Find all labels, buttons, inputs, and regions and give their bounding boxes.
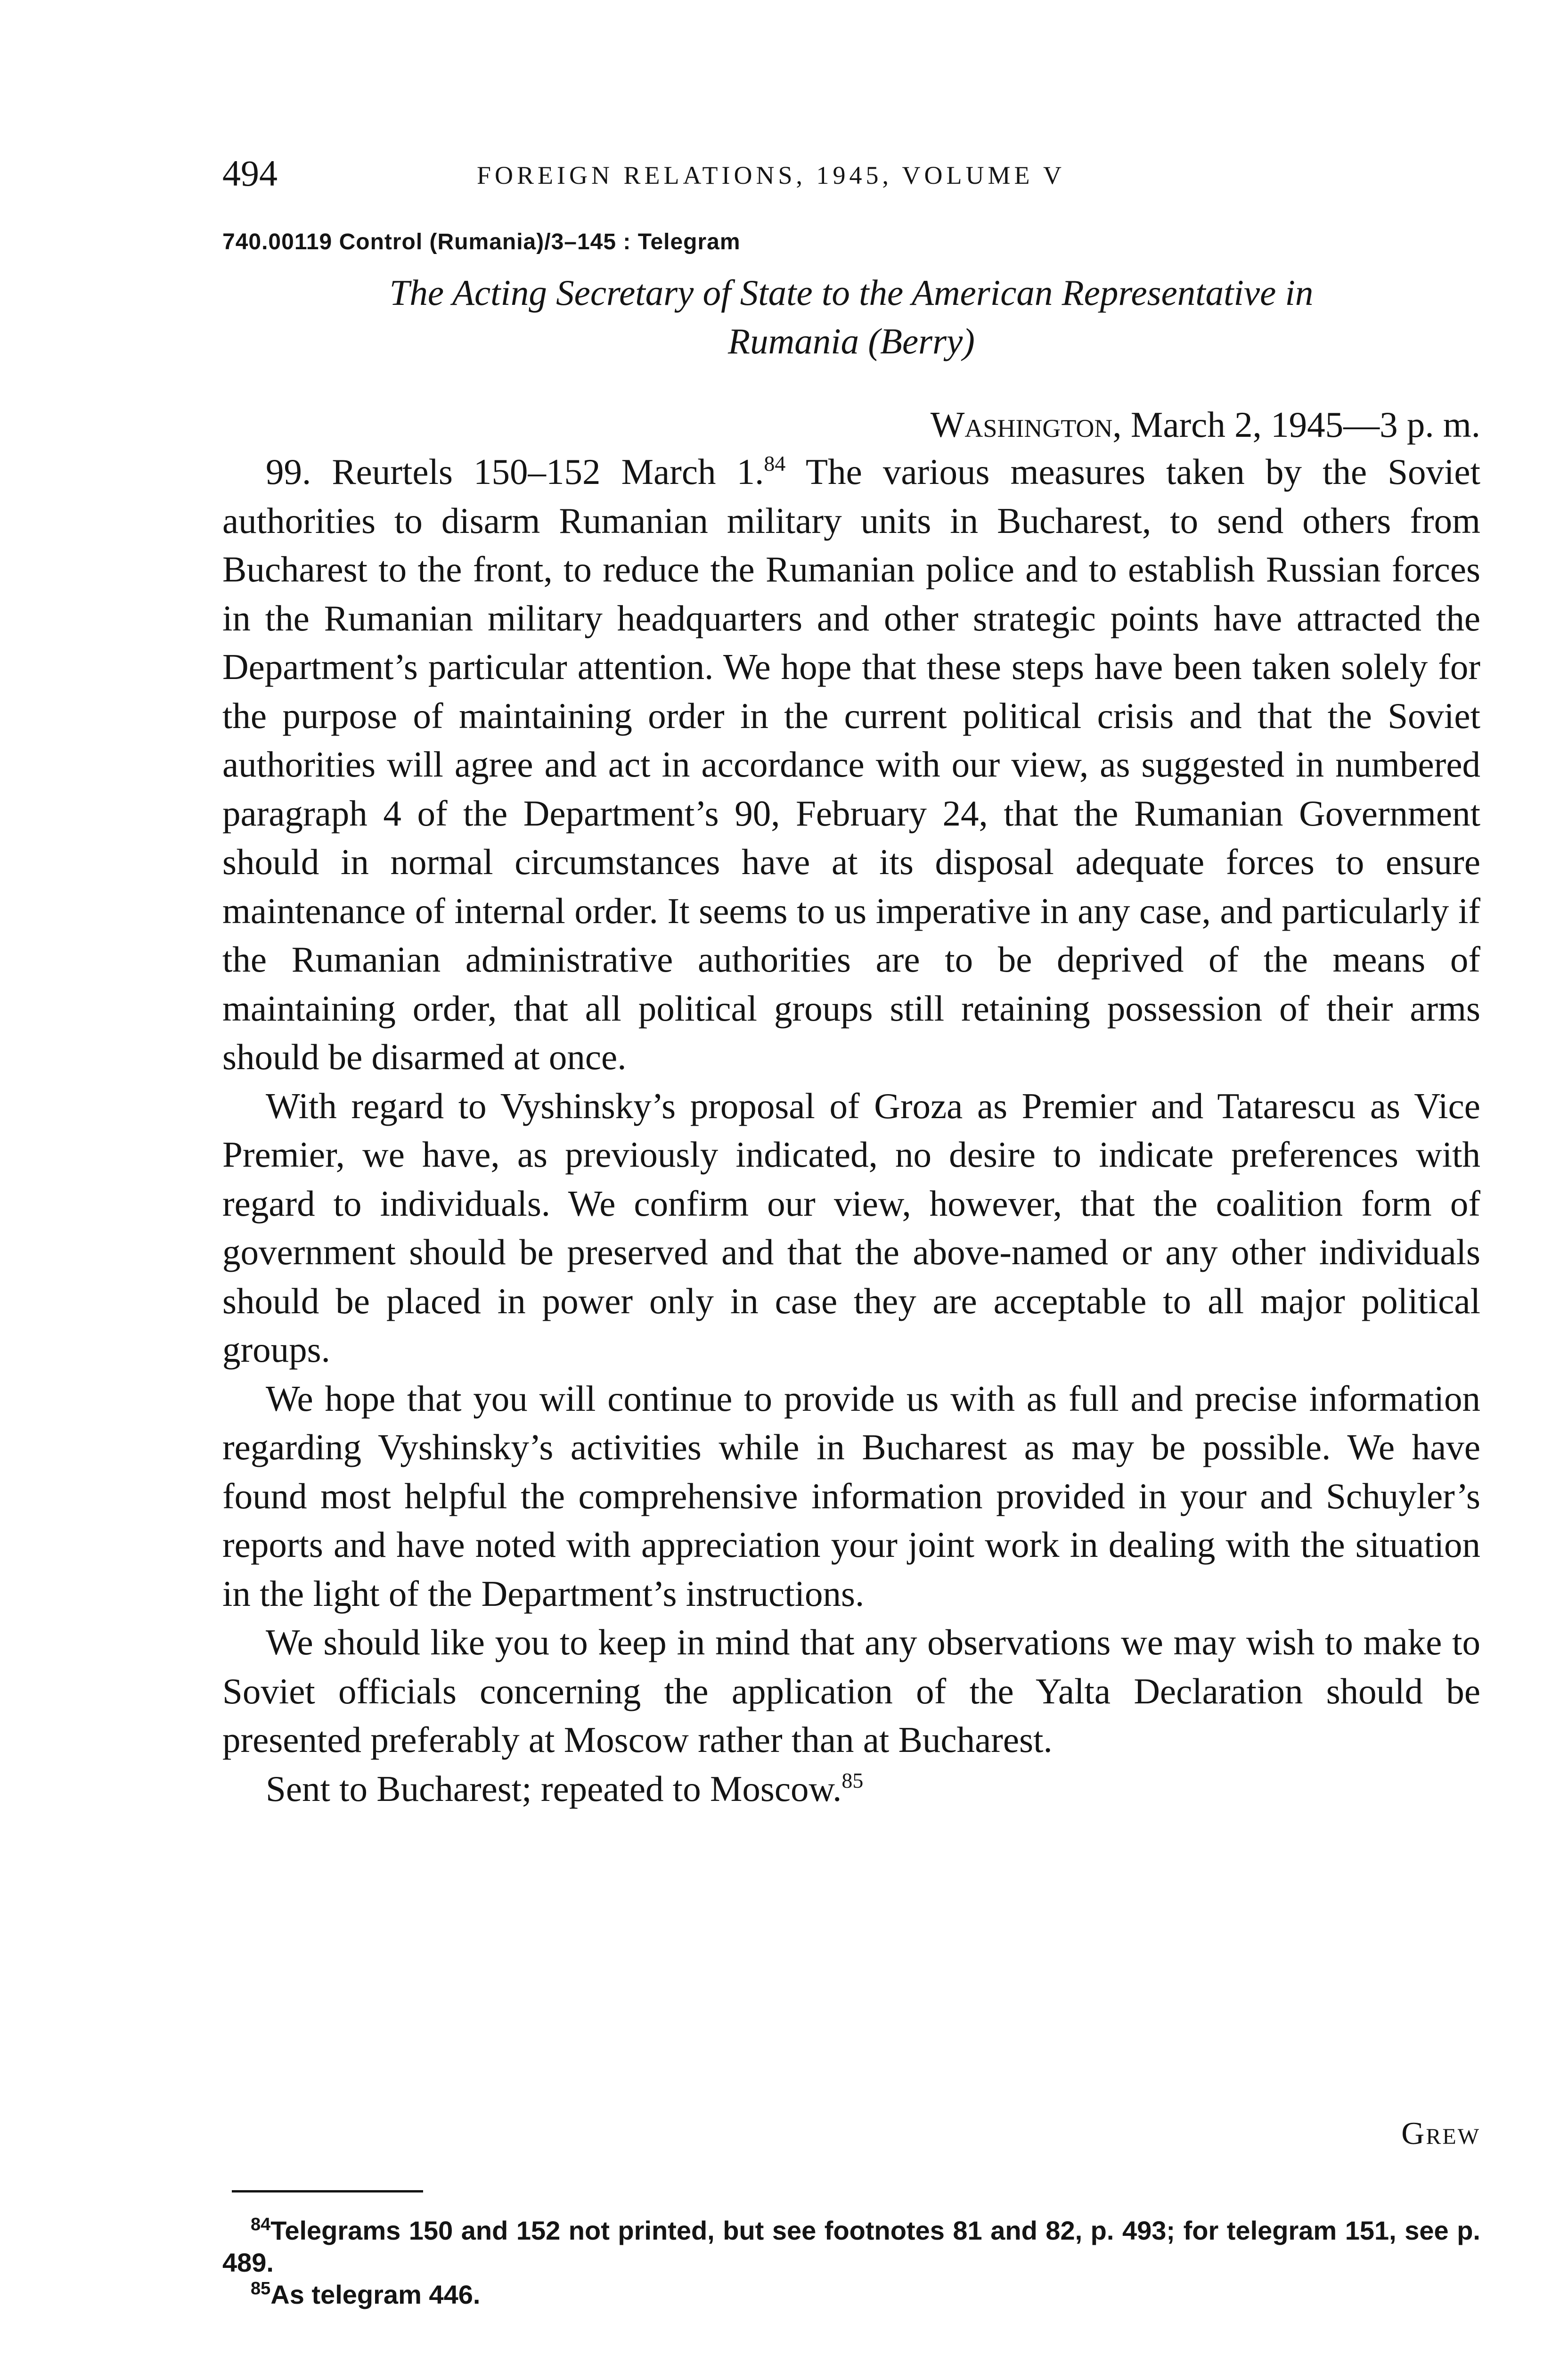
dateline-date: March 2, 1945—3 p. m.: [1121, 404, 1480, 445]
paragraph-2: With regard to Vyshinsky’s proposal of Groza as Premier and Tatarescu as Vice Premier, we have, as previously indicated, no desire to indicate preferences with regard to individuals. We confirm our view, however, that the coalition form of government should be preserved and that the above-named or any other individuals should be placed in power only in case they are acceptable to all major political groups.: [222, 1085, 1480, 1370]
dateline-place: Washington,: [930, 404, 1122, 445]
page-header: [222, 150, 1480, 202]
footnote-85: [222, 2279, 1480, 2311]
paragraph-1-rest: The various measures taken by the Soviet authorities to disarm Rumanian military units in Bucharest, to send others from Bucharest to the front, to reduce the Rumanian police and to establish Russian forces in the Rumanian military headquarters and other strategic points have attracted the Department’s particular attention. We hope that these steps have been taken solely for the purpose of maintaining order in the current political crisis and that the Soviet authorities will agree and act in accordance with our view, as suggested in numbered paragraph 4 of the Department’s 90, February 24, that the Rumanian Government should in normal circumstances have at its disposal adequate forces to ensure maintenance of internal order. It seems to us imperative in any case, and particularly if the Rumanian administrative authorities are to be deprived of the means of maintaining order, that all political groups still retaining possession of their arms should be disarmed at once.: [222, 451, 1480, 1077]
footnote-marker: 85: [251, 2279, 271, 2299]
footnote-ref-85: 85: [841, 1768, 864, 1792]
signature: Grew: [1401, 2115, 1480, 2151]
footnote-text: Telegrams 150 and 152 not printed, but see footnotes 81 and 82, p. 493; for telegram 151, see p. 489.: [222, 2216, 1480, 2277]
footnote-text: As telegram 446.: [270, 2280, 481, 2309]
page-number: 494: [222, 153, 278, 194]
running-title: FOREIGN RELATIONS, 1945, VOLUME V: [477, 161, 1066, 189]
footnote-divider: [232, 2190, 423, 2192]
paragraph-4: We should like you to keep in mind that any observations we may wish to make to Soviet officials concerning the application of the Yalta Declaration should be presented preferably at Moscow rather than at Bucharest.: [222, 1622, 1480, 1760]
paragraph-5-text: Sent to Bucharest; repeated to Moscow.: [266, 1768, 842, 1809]
title-line-2: Rumania (Berry): [728, 321, 975, 361]
paragraph-3: We hope that you will continue to provide us with as full and precise information regarding Vyshinsky’s activities while in Bucharest as may be possible. We have found most helpful the comprehensive information provided in your and Schuyler’s reports and have noted with appreciation your joint work in dealing with the situation in the light of the Department’s instructions.: [222, 1378, 1480, 1614]
paragraph-5: [222, 1765, 1480, 1814]
footnotes: [222, 2215, 1480, 2311]
document-title: [222, 269, 1480, 366]
paragraph-1: [222, 448, 1480, 1082]
title-line-1: The Acting Secretary of State to the American Representative in: [389, 272, 1314, 313]
footnote-marker: 84: [251, 2215, 271, 2234]
telegram-body: [222, 448, 1480, 1813]
dateline: [931, 401, 1480, 449]
footnote-ref-84: 84: [764, 451, 786, 475]
file-reference: 740.00119 Control (Rumania)/3–145 : Telegram: [222, 229, 741, 254]
paragraph-1-start: 99. Reurtels 150–152 March 1.: [266, 451, 764, 492]
footnote-84: [222, 2215, 1480, 2279]
